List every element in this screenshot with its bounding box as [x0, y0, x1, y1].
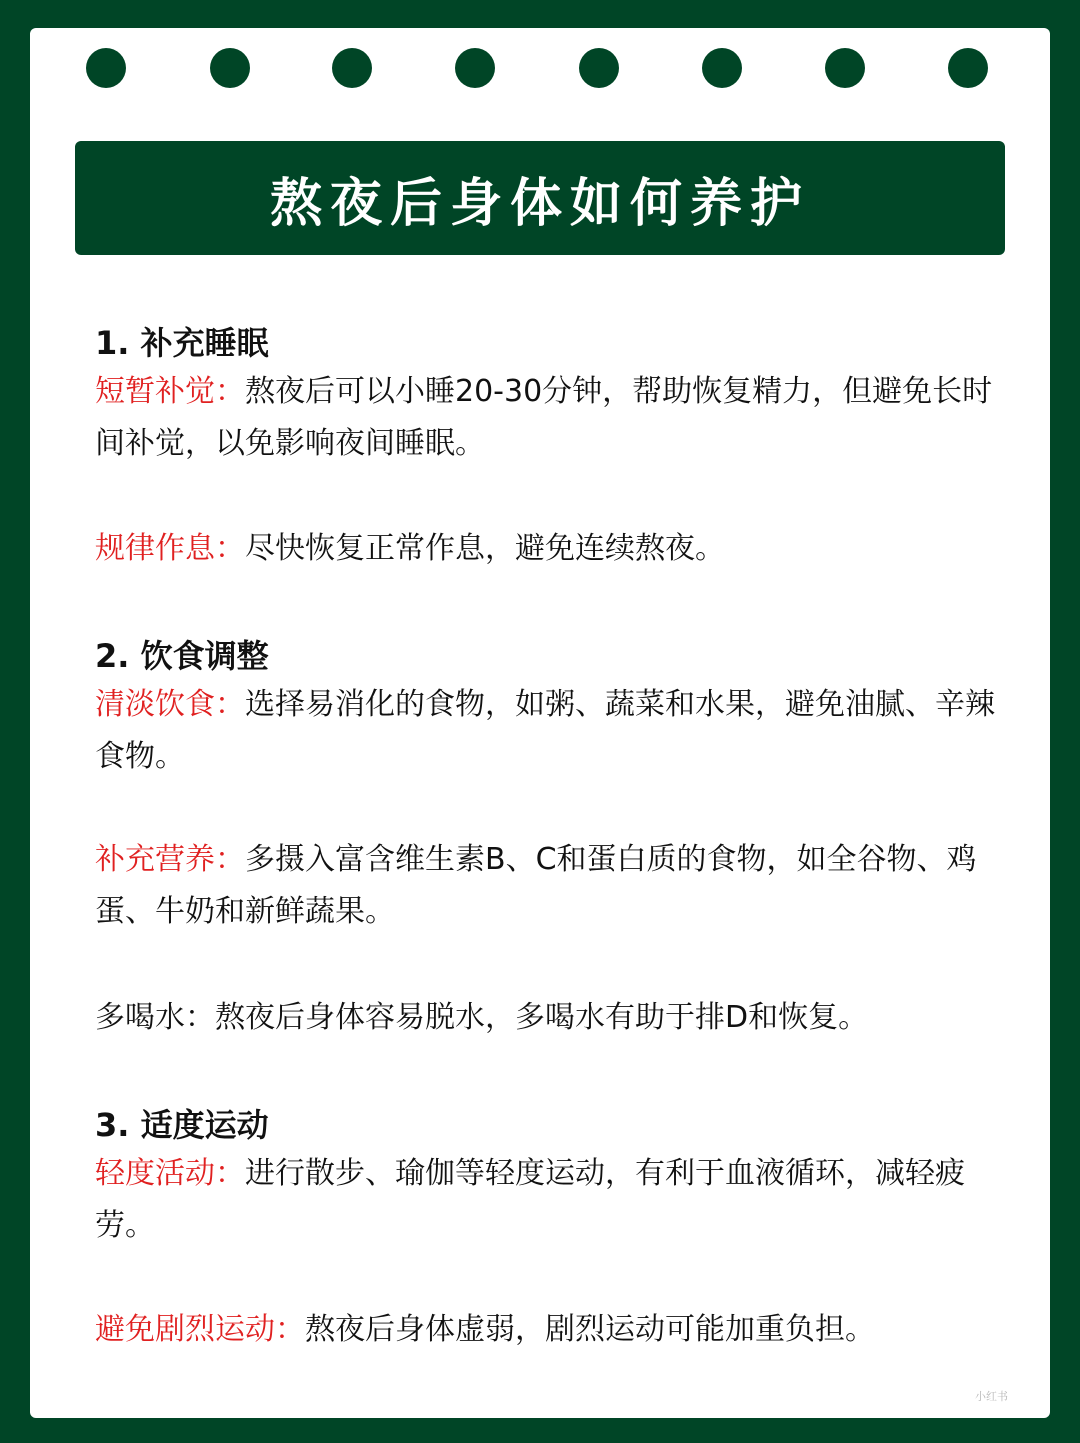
- page-title: 熬夜后身体如何养护: [269, 173, 810, 234]
- binder-holes: [30, 28, 1050, 108]
- binder-hole: [702, 48, 742, 88]
- note-card: [30, 28, 1050, 1418]
- item-text: 多摄入富含维生素B、C和蛋白质的食物，如全谷物、鸡蛋、牛奶和新鲜蔬果。: [95, 842, 977, 929]
- list-item: [95, 992, 995, 1044]
- list-item: [95, 1304, 995, 1356]
- list-item: [95, 1148, 995, 1252]
- list-item: [95, 366, 995, 470]
- section-heading: 1. 补充睡眠: [95, 324, 269, 362]
- item-label: 轻度活动：: [95, 1156, 245, 1191]
- list-item: [95, 523, 995, 575]
- item-text: 进行散步、瑜伽等轻度运动，有利于血液循环，减轻疲劳。: [95, 1156, 965, 1243]
- section-heading: 2. 饮食调整: [95, 637, 269, 675]
- title-banner: [75, 141, 1005, 255]
- item-label: 补充营养：: [95, 842, 245, 877]
- binder-hole: [332, 48, 372, 88]
- binder-hole: [825, 48, 865, 88]
- item-label: 避免剧烈运动：: [95, 1312, 305, 1347]
- binder-hole: [210, 48, 250, 88]
- item-text: 多喝水：熬夜后身体容易脱水，多喝水有助于排D和恢复。: [95, 1000, 869, 1035]
- watermark: 小红书: [975, 1390, 1008, 1403]
- item-text: 尽快恢复正常作息，避免连续熬夜。: [245, 531, 725, 566]
- item-text: 熬夜后身体虚弱，剧烈运动可能加重负担。: [305, 1312, 875, 1347]
- binder-hole: [455, 48, 495, 88]
- binder-hole: [579, 48, 619, 88]
- section-heading: 3. 适度运动: [95, 1106, 269, 1144]
- list-item: [95, 679, 995, 783]
- item-text: 选择易消化的食物，如粥、蔬菜和水果，避免油腻、辛辣食物。: [95, 687, 995, 774]
- item-label: 短暂补觉：: [95, 374, 245, 409]
- item-text: 熬夜后可以小睡20-30分钟，帮助恢复精力，但避免长时间补觉，以免影响夜间睡眠。: [95, 374, 993, 461]
- binder-hole: [948, 48, 988, 88]
- item-label: 规律作息：: [95, 531, 245, 566]
- binder-hole: [86, 48, 126, 88]
- list-item: [95, 834, 995, 938]
- item-label: 清淡饮食：: [95, 687, 245, 722]
